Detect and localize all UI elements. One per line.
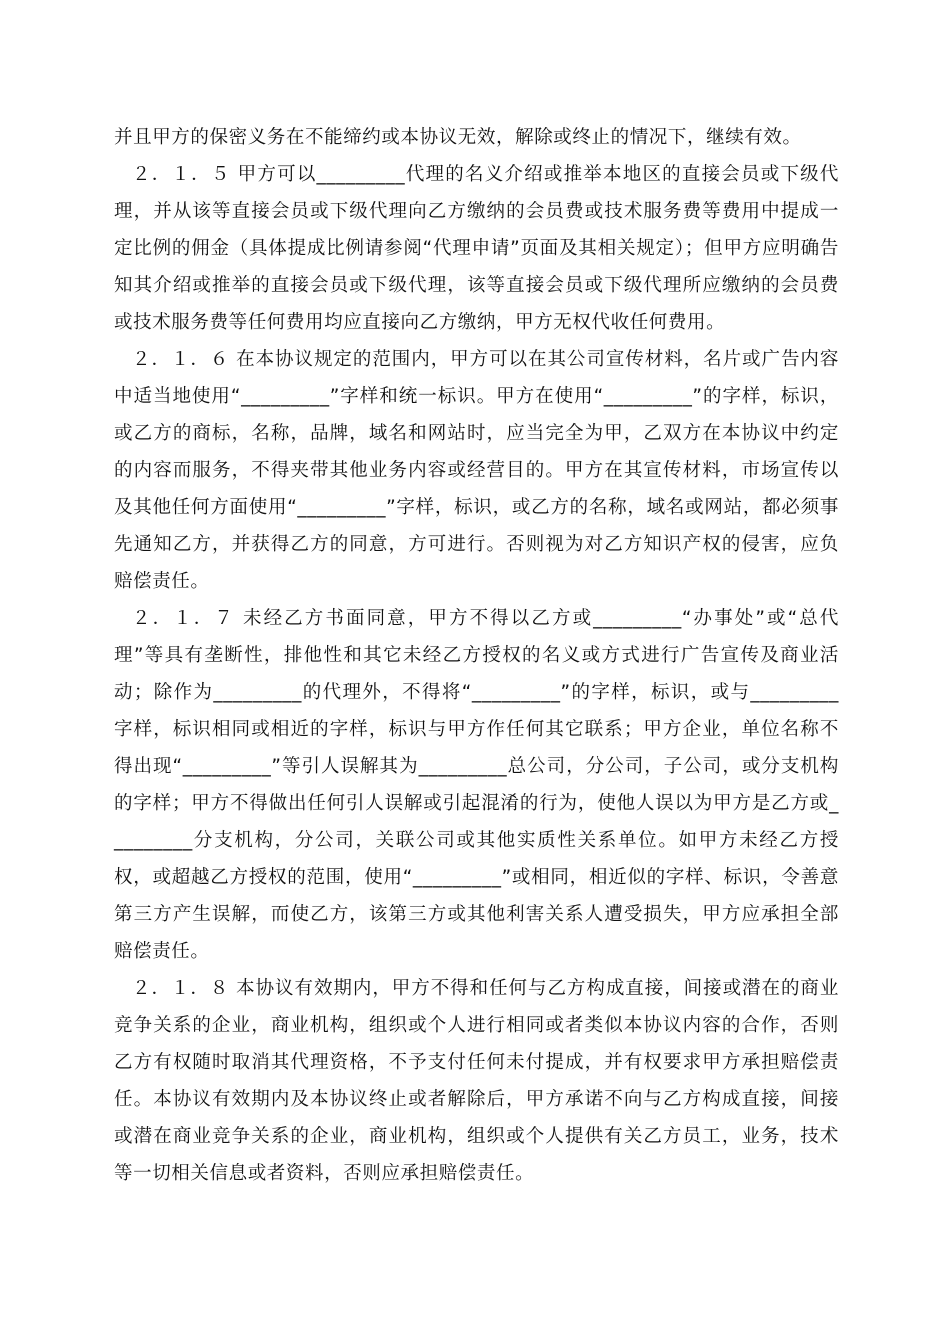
- paragraph-confidentiality-continuation: 并且甲方的保密义务在不能缔约或本协议无效，解除或终止的情况下，继续有效。: [114, 127, 802, 148]
- document-page: [114, 119, 839, 1192]
- paragraph-clause-2-1-6: ２．１．６ 在本协议规定的范围内，甲方可以在其公司宣传材料，名片或广告内容中适当地使用“_________”字样和统一标识。甲方在使用“_________”的字样，标识，或乙方的商标，名称，品牌，域名和网站时，应当完全为甲，乙双方在本协议中约定的内容而服务，不得夹带其他业务内容或经营目的。甲方在其宣传材料，市场宣传以及其他任何方面使用“_________”字样，标识，或乙方的名称，域名或网站，都必须事先通知乙方，并获得乙方的同意，方可进行。否则视为对乙方知识产权的侵害，应负赔偿责任。: [114, 349, 839, 592]
- paragraph-clause-2-1-7: ２．１．７ 未经乙方书面同意，甲方不得以乙方或_________“办事处”或“总代理”等具有垄断性，排他性和其它未经乙方授权的名义或方式进行广告宣传及商业活动；除作为_________的代理外，不得将“_________”的字样，标识，或与_________字样，标识相同或相近的字样，标识与甲方作任何其它联系；甲方企业，单位名称不得出现“_________”等引人误解其为_________总公司，分公司，子公司，或分支机构的字样；甲方不得做出任何引人误解或引起混淆的行为，使他人误以为甲方是乙方或_________分支机构，分公司，关联公司或其他实质性关系单位。如甲方未经乙方授权，或超越乙方授权的范围，使用“_________”或相同，相近似的字样、标识，令善意第三方产生误解，而使乙方，该第三方或其他利害关系人遭受损失，甲方应承担全部赔偿责任。: [114, 608, 839, 962]
- paragraph-clause-2-1-8: ２．１．８ 本协议有效期内，甲方不得和任何与乙方构成直接，间接或潜在的商业竞争关系的企业，商业机构，组织或个人进行相同或者类似本协议内容的合作，否则乙方有权随时取消其代理资格，不予支付任何未付提成，并有权要求甲方承担赔偿责任。本协议有效期内及本协议终止或者解除后，甲方承诺不向与乙方构成直接，间接或潜在商业竞争关系的企业，商业机构，组织或个人提供有关乙方员工，业务，技术等一切相关信息或者资料，否则应承担赔偿责任。: [114, 978, 839, 1184]
- paragraph-clause-2-1-5: ２．１．５ 甲方可以_________代理的名义介绍或推举本地区的直接会员或下级代理，并从该等直接会员或下级代理向乙方缴纳的会员费或技术服务费等费用中提成一定比例的佣金（具体提成比例请参阅“代理申请”页面及其相关规定）；但甲方应明确告知其介绍或推举的直接会员或下级代理，该等直接会员或下级代理所应缴纳的会员费或技术服务费等任何费用均应直接向乙方缴纳，甲方无权代收任何费用。: [114, 164, 839, 333]
